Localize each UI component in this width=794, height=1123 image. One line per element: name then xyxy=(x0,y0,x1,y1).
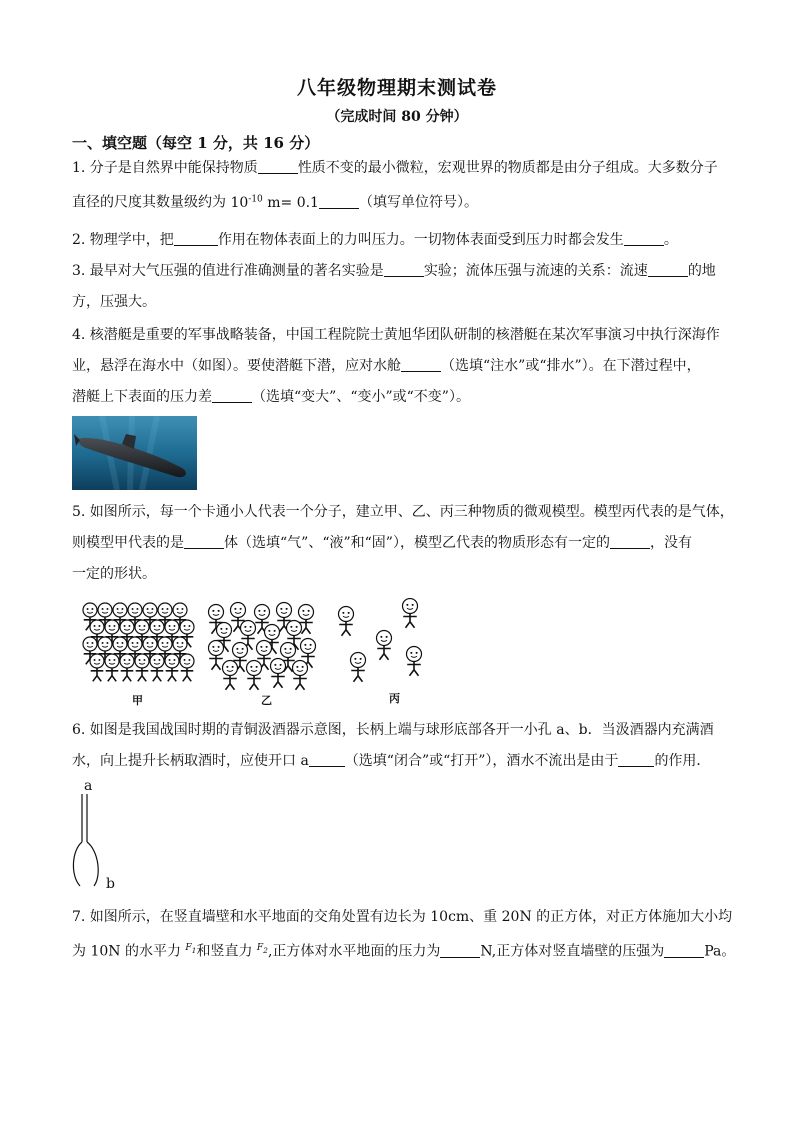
question-2 xyxy=(72,225,728,256)
molecule-models-figure xyxy=(76,598,436,692)
molecule-jia xyxy=(165,654,179,681)
question-6 xyxy=(72,715,728,777)
question-5 xyxy=(72,497,734,590)
submarine-image xyxy=(72,416,197,490)
molecule-jia xyxy=(120,654,134,681)
q6-text-b: 水，向上提升长柄取酒时，应使开口 a xyxy=(72,753,309,769)
molecule-yi xyxy=(293,661,308,690)
molecule-bing xyxy=(351,653,366,682)
molecule-yi xyxy=(271,659,286,688)
q6-blank-2[interactable] xyxy=(618,750,654,767)
force-f1: F1 xyxy=(185,943,197,955)
question-1 xyxy=(72,153,728,219)
molecule-yi xyxy=(223,661,238,690)
q2-blank-1[interactable] xyxy=(174,229,218,246)
q6-text-c: （选填“闭合”或“打开”），酒水不流出是由于 xyxy=(344,753,619,769)
q1-text-a: 1. 分子是自然界中能保持物质 xyxy=(72,160,258,176)
q5-blank-2[interactable] xyxy=(610,532,650,549)
molecule-bing xyxy=(339,607,354,636)
molecule-jia xyxy=(105,654,119,681)
page-subtitle: （完成时间 80 分钟） xyxy=(326,109,468,125)
q1-exponent-expr: $10^{-10}$ m= 0.1 xyxy=(230,194,319,211)
molecule-bing xyxy=(407,647,422,676)
page-title: 八年级物理期末测试卷 xyxy=(296,77,497,99)
q7-text-a: 7. 如图所示，在竖直墙壁和水平地面的交角处置有边长为 10cm、重 20N 的正方体，对正方体施加大小均 xyxy=(72,909,733,925)
q4-text-b: 业，悬浮在海水中（如图）。要使潜艇下潜，应对水舱 xyxy=(72,358,401,374)
q2-text-a: 2. 物理学中，把 xyxy=(72,232,174,248)
q3-blank-1[interactable] xyxy=(384,260,424,277)
q7-text-c: 和竖直力 xyxy=(196,943,253,960)
q7-text-e: N,正方体对竖直墙壁的压强为 xyxy=(480,943,665,960)
q5-blank-1[interactable] xyxy=(184,532,224,549)
caption-jia: 甲 xyxy=(132,694,143,707)
q1-blank-1[interactable] xyxy=(258,157,298,174)
q1-text-b: 性质不变的最小微粒，宏观世界的物质都是由分子组成。大多数分子 xyxy=(297,160,718,176)
q3-text-b: 实验；流体压强与流速的关系：流速 xyxy=(423,263,648,279)
q5-text-b: 则模型甲代表的是 xyxy=(72,535,184,551)
q5-text-e: 一定的形状。 xyxy=(72,566,156,582)
q1-blank-2[interactable] xyxy=(319,192,359,209)
q7-blank-2[interactable] xyxy=(664,941,704,958)
q4-blank-2[interactable] xyxy=(212,386,252,403)
q4-text-e: （选填“变大”、“变小”或“不变”）。 xyxy=(252,389,470,405)
question-4 xyxy=(72,320,728,413)
q1-text-c: 直径的尺度其数量级约为 xyxy=(72,194,226,211)
dipper-bulb xyxy=(73,842,98,886)
q2-text-c: 。 xyxy=(663,232,678,248)
molecule-jia xyxy=(180,654,194,681)
q5-text-c: 体（选填“气”、“液”和“固”），模型乙代表的物质形态有一定的 xyxy=(224,535,610,551)
q2-blank-2[interactable] xyxy=(624,229,664,246)
q6-blank-1[interactable] xyxy=(309,750,345,767)
molecule-bing xyxy=(403,599,418,628)
q6-text-a: 6. 如图是我国战国时期的青铜汲酒器示意图，长柄上端与球形底部各开一小孔 a、b．当汲酒器内充满酒 xyxy=(72,722,714,738)
molecule-yi xyxy=(247,661,262,690)
molecule-jia xyxy=(90,654,104,681)
label-a: a xyxy=(84,778,93,794)
q2-text-b: 作用在物体表面上的力叫压力。一切物体表面受到压力时都会发生 xyxy=(217,232,624,248)
force-f2: F2 xyxy=(256,943,268,955)
question-3 xyxy=(72,256,728,318)
molecule-jia xyxy=(135,654,149,681)
q5-text-d: ，没有 xyxy=(649,535,692,551)
caption-yi: 乙 xyxy=(261,694,272,707)
q4-text-c: （选填“注水”或“排水”）。在下潜过程中， xyxy=(441,358,701,374)
caption-bing: 丙 xyxy=(389,692,400,705)
q3-text-c: 的地 xyxy=(687,263,716,279)
label-b: b xyxy=(106,876,115,892)
q7-text-f: Pa。 xyxy=(704,943,736,960)
q7-text-b: 为 10N 的水平力 xyxy=(72,943,181,960)
molecule-bing xyxy=(377,631,392,660)
q7-blank-1[interactable] xyxy=(440,941,480,958)
q4-text-a: 4. 核潜艇是重要的军事战略装备，中国工程院院士黄旭华团队研制的核潜艇在某次军事演习中执行深海作 xyxy=(72,327,720,343)
q6-text-d: 的作用． xyxy=(654,753,711,769)
section-heading: 一、填空题（每空 1 分，共 16 分） xyxy=(72,134,320,152)
q5-text-a: 5. 如图所示，每一个卡通小人代表一个分子，建立甲、乙、丙三种物质的微观模型。模型丙代表的是气体， xyxy=(72,504,734,520)
q3-text-a: 3. 最早对大气压强的值进行准确测量的著名实验是 xyxy=(72,263,384,279)
q1-text-d: （填写单位符号）。 xyxy=(358,194,478,211)
molecule-jia xyxy=(150,654,164,681)
q3-blank-2[interactable] xyxy=(648,260,688,277)
molecule-yi xyxy=(209,641,224,670)
q7-text-d: ,正方体对水平地面的压力为 xyxy=(267,943,441,960)
q4-blank-1[interactable] xyxy=(401,355,441,372)
question-7 xyxy=(72,902,736,968)
q4-text-d: 潜艇上下表面的压力差 xyxy=(72,389,212,405)
q3-text-d: 方，压强大。 xyxy=(72,294,156,310)
